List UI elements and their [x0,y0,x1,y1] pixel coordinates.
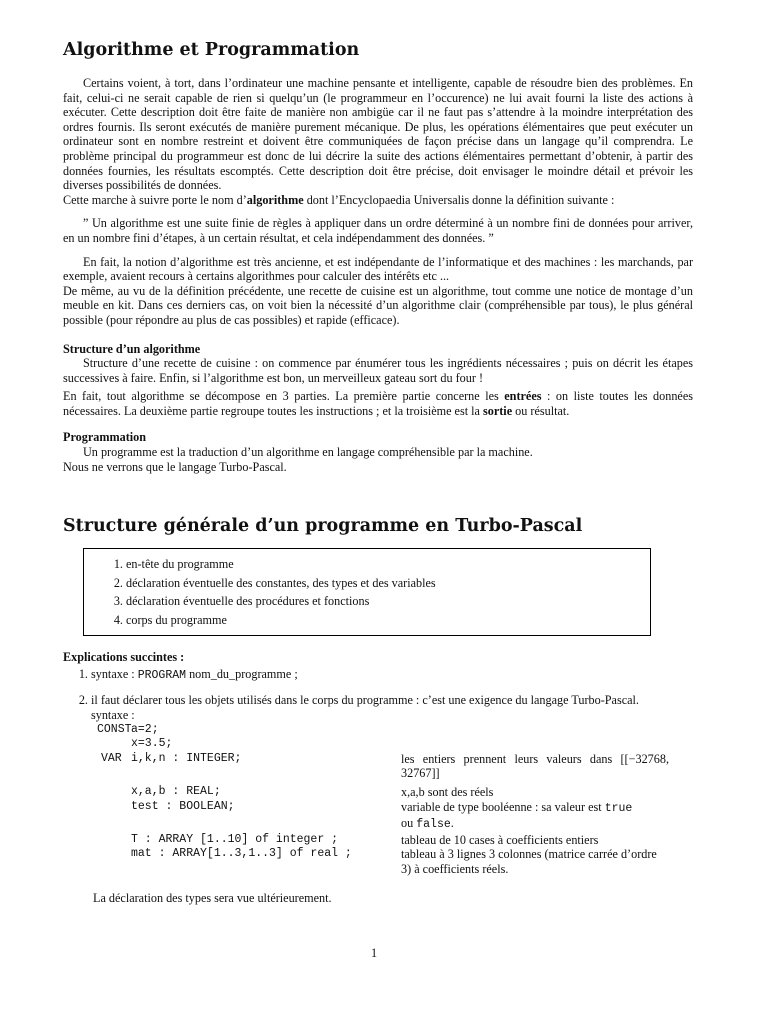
subsection-heading: Programmation [63,430,147,445]
algorithm-name-paragraph: Cette marche à suivre porte le nom d’algorithme dont l’Encyclopaedia Universalis donne la définition suivante : [63,192,615,207]
programming-paragraph: Un programme est la traduction d’un algorithme en langage compréhensible par la machine. [83,445,533,460]
explanations-list [63,667,693,905]
list-item: 3. déclaration éventuelle des procédures et fonctions [126,592,650,611]
page-content [63,38,693,915]
subsection-heading: Explications succintes : [63,650,185,665]
list-item: 2. déclaration éventuelle des constantes, des types et des variables [126,574,650,593]
three-parts-paragraph: En fait, tout algorithme se décompose en 3 parties. La première partie concerne les entrées : on liste toutes les données nécessaires. La deuxième partie regroupe toutes les instructions ; et la troisième est la sortie ou résultat. [63,389,693,418]
turbo-pascal-note: Nous ne verrons que le langage Turbo-Pascal. [63,459,287,474]
list-item: 1. en-tête du programme [126,555,650,574]
history-paragraph: En fait, la notion d’algorithme est très ancienne, et est indépendante de l’informatique et des machines : les marchands, par exemple, avaient recours à certains algorithmes pour calculer des intérêts etc ... [63,254,693,284]
page-number: 1 [371,946,378,960]
recipe-structure-paragraph: Structure d’une recette de cuisine : on commence par énumérer tous les ingrédients nécessaires ; puis on décrit les étapes successives à faire. Enfin, si l’algorithme est bon, un merveilleux gateau sort du four ! [63,356,693,385]
recipe-paragraph: De même, au vu de la définition précédente, une recette de cuisine est un algorithme, tout comme une notice de montage d’un meuble en kit. Dans ces derniers cas, on voit bien la nécessité d’un algorithme clair (compréhensible par tous), le plus général possible (pour répondre au plus de cas possibles) et rapide (efficace). [63,283,693,327]
list-item: 4. corps du programme [126,611,650,630]
syntax-label: syntaxe : [91,708,135,723]
program-structure-box [83,548,651,636]
list-item: 1. syntaxe : PROGRAM nom_du_programme ; [91,667,693,684]
definition-quote: ” Un algorithme est une suite finie de règles à appliquer dans un ordre déterminé à un nombre fini de données pour arriver, en un nombre fini d’étapes, à un certain résultat, et cela indépendamment des données. ” [63,216,693,245]
section-title: Structure générale d’un programme en Turbo-Pascal [63,516,583,537]
section-title: Algorithme et Programmation [63,40,360,60]
subsection-heading: Structure d’un algorithme [63,341,201,356]
types-note: La déclaration des types sera vue ultérieurement. [93,890,332,905]
list-item: 2. il faut déclarer tous les objets utilisés dans le corps du programme : c’est une exigence du langage Turbo-Pascal. syntaxe : CONST a=2; x=3.5; VAR i,k,n : INTEGER; les entiers prennent leurs valeurs dans [[−32768, 32767]] x,a,b : REAL; x,a,b sont des réels test : BOOLEAN; variable de type booléenne : sa valeur est true ou false. T : ARRAY [1..10] of integer ; tableau de 10 cases à coefficients entiers mat : ARRAY[1..3,1..3] of real ; tableau à 3 lignes 3 colonnes (matrice carrée d’ordre 3) à coefficients réels. La déclaration des types sera vue ultérieurement. [91,693,693,905]
intro-paragraph: Certains voient, à tort, dans l’ordinateur une machine pensante et intelligente, capable de résoudre bien des problèmes. En fait, celui-ci ne serait capable de rien si quelqu’un (le programmeur en l’occurence) ne lui avait fourni la liste des actions à exécuter. Cette description doit être faite de manière non ambigüe car il ne faut pas s’attendre à la moindre interprétation des ordres fournis. Ils seront exécutés de manière purement mécanique. De plus, les opérations élémentaires que peut exécuter un ordinateur sont en nombre restreint et doivent être communiquées de façon précise dans un langage qu’il comprendra. Le problème principal du programmeur est donc de lui décrire la suite des actions élémentaires permettant d’obtenir, à partir des données fournies, les résultats escomptés. Cette description doit être précise, doit envisager le moindre détail et prévoir les diverses possibilités de données. [63,76,693,193]
declaration-code-block: CONST a=2; x=3.5; VAR i,k,n : INTEGER; les entiers prennent leurs valeurs dans [[−32768, 32767]] x,a,b : REAL; x,a,b sont des réels test : BOOLEAN; variable de type booléenne : sa valeur est true ou false. T : ARRAY [1..10] of integer ; tableau de 10 cases à coefficients entiers mat : ARRAY[1..3,1..3] of real ; tableau à 3 lignes 3 colonnes (matrice carrée d’ordre 3) à coefficients réels. [97,722,669,876]
